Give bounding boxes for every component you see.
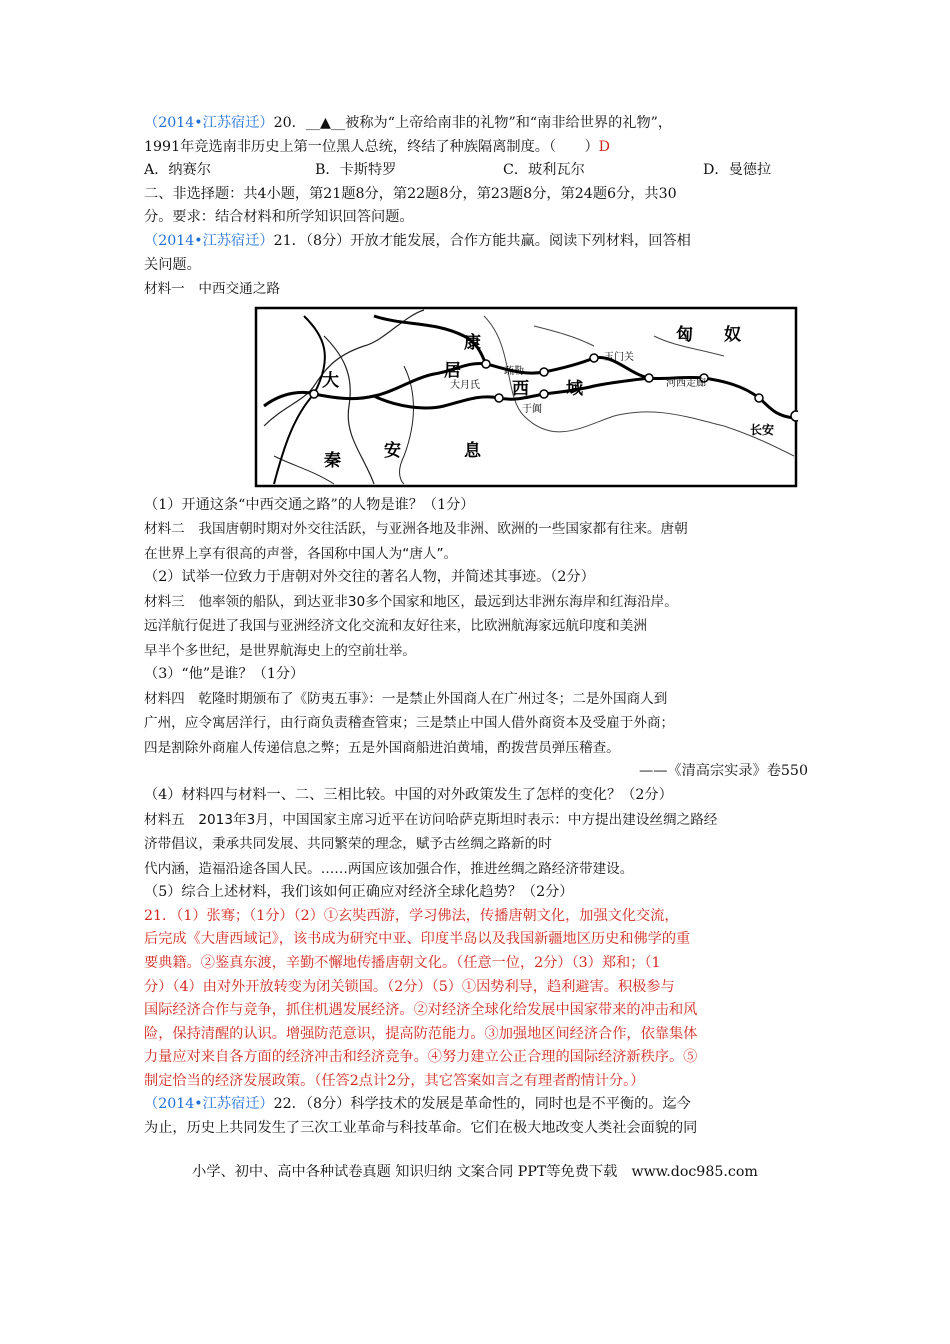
material5-line1: 材料五 2013年3月，中国国家主席习近平在访问哈萨克斯坦时表示：中方提出建设丝绸之路经 [144,811,718,828]
label-xiongnu-1: 匈 [676,324,693,345]
route-stop [645,374,653,382]
material4-source: ——《清高宗实录》卷550 [639,763,808,780]
label-yutian: 于阗 [522,403,542,415]
material2-line1: 材料二 我国唐朝时期对外交往活跃，与亚洲各地及非洲、欧洲的一些国家都有往来。唐朝 [144,521,688,538]
q20-option-d: D．曼德拉 [703,162,772,179]
q20-answer: D [598,138,611,155]
q21-answer-line7: 力量应对来自各方面的经济冲击和经济竞争。④努力建立公正合理的国际经济新秩序。⑤ [144,1049,698,1066]
q20-stem: 被称为“上帝给南非的礼物”和“南非给世界的礼物”， [345,115,673,131]
label-an: 安 [384,440,401,461]
route-stop [590,354,598,362]
q22-line2: 为止，历史上共同发生了三次工业革命与科技革命。它们在极大地改变人类社会面貌的同 [144,1120,698,1137]
label-yu: 域 [566,378,583,399]
q21-answer-line8: 制定恰当的经济发展政策。（任答2点计2分，其它答案如言之有理者酌情计分。） [144,1072,645,1089]
q22-stem: 22．（8分）科学技术的发展是革命性的，同时也是不平衡的。迄今 [273,1096,691,1113]
footer-download-note: 小学、初中、高中各种试卷真题 知识归纳 文案合同 PPT等免费下载 www.doc985.com [192,1164,758,1180]
q21-answer-line1: 21．（1）张骞；（1分）（2）①玄奘西游，学习佛法，传播唐朝文化，加强文化交流， [144,907,679,924]
label-xi2: 息 [464,440,481,461]
material3-line1: 材料三 他率领的船队，到达亚非30多个国家和地区，最远到达非洲东海岸和红海沿岸。 [144,593,678,610]
route-stop [482,360,490,368]
q21-answer-line6: 险，保持清醒的认识。增强防范意识，提高防范能力。③加强地区间经济合作，依靠集体 [144,1025,698,1042]
material5-line2: 济带倡议，秉承共同发展、共同繁荣的理念，赋予古丝绸之路新的时 [144,836,552,853]
label-dayuezhi: 大月氏 [450,379,480,391]
route-stop [310,390,318,398]
material4-line3: 四是割除外商雇人传递信息之弊；五是外国商船进泊黄埔，酌拨营员弹压稽查。 [144,739,620,756]
label-kang: 康 [464,332,481,353]
q21-sub2: （2）试举一位致力于唐朝对外交往的著名人物，并简述其事迹。（2分） [144,569,595,586]
label-xi: 西 [512,378,529,399]
material3-line2: 远洋航行促进了我国与亚洲经济文化交流和友好往来，比欧洲航海家远航印度和美洲 [144,618,647,635]
material4-line2: 广州，应令寓居洋行，由行商负责稽查管束；三是禁止中国人借外商资本及受雇于外商； [144,715,675,732]
q21-answer-line3: 要典籍。②鉴真东渡，辛勤不懈地传播唐朝文化。（任意一位，2分）（3）郑和；（1 [144,954,661,971]
q21-line2: 关问题。 [144,256,201,273]
material4-line1: 材料四 乾隆时期颁布了《防夷五事》：一是禁止外国商人在广州过冬；二是外国商人到 [144,690,668,707]
silk-road-map-svg [254,306,798,490]
document-body [144,112,812,1141]
q20-option-a: A．纳赛尔 [144,162,211,179]
label-yumenguan: 玉门关 [604,351,634,363]
q21-sub3: （3）“他”是谁？（1分） [144,666,305,683]
q20-options [144,159,812,183]
label-ju: 居 [444,360,461,381]
section2-line1: 二、非选择题：共4小题，第21题8分，第22题8分，第23题8分，第24题6分，共30 [144,185,677,202]
q20-line1 [144,112,812,136]
label-da: 大 [322,370,339,391]
route-stop [495,394,503,402]
q21-source: （2014•江苏宿迁） [144,232,274,249]
q21-line1 [144,230,812,254]
section2-line2: 分。要求：结合材料和所学知识回答问题。 [144,209,414,226]
material5-line3: 代内涵，造福沿途各国人民。……两国应该加强合作，推进丝绸之路经济带建设。 [144,860,634,877]
q21-answer-line5: 国际经济合作与竞争，抓住机遇发展经济。②对经济全球化给发展中国家带来的冲击和风 [144,1002,698,1019]
q20-option-c: C．玻利瓦尔 [503,162,585,179]
label-xiongnu-2: 奴 [724,324,741,345]
label-hexi: 河西走廊 [666,377,706,389]
route-stop [540,390,548,398]
q22-line1 [144,1093,812,1117]
silk-road-map [254,306,798,490]
q21-sub1: （1）开通这条“中西交通之路”的人物是谁？（1分） [144,496,475,513]
route-stop [755,394,763,402]
material3-line3: 早半个多世纪，是世界航海史上的空前壮举。 [144,642,416,659]
q20-stem-cont: 1991年竞选南非历史上第一位黑人总统，终结了种族隔离制度。（ ） [144,138,599,155]
changan-marker [791,411,798,421]
q21-sub5: （5）综合上述材料，我们该如何正确应对经济全球化趋势？（2分） [144,884,574,901]
q21-stem: 21．（8分）开放才能发展，合作方能共赢。阅读下列材料，回答相 [273,232,691,249]
q22-source: （2014•江苏宿迁） [144,1096,274,1113]
q20-number: 20． [273,115,306,131]
q20-source: （2014•江苏宿迁） [144,115,274,131]
q20-option-b: B．卡斯特罗 [315,162,397,179]
route-stop [540,368,548,376]
q20-line2 [144,136,812,160]
material2-line2: 在世界上享有很高的声誉，各国称中国人为“唐人”。 [144,545,458,562]
q21-sub4: （4）材料四与材料一、二、三相比较。中国的对外政策发生了怎样的变化？（2分） [144,787,673,804]
q20-blank: __▲__ [305,115,346,131]
label-shule: 疏勒 [504,365,524,377]
q21-answer-line2: 后完成《大唐西域记》，该书成为研究中亚、印度半岛以及我国新疆地区历史和佛学的重 [144,931,691,948]
q21-answer-line4: 分）（4）由对外开放转变为闭关锁国。（2分）（5）①因势利导，趋利避害。积极参与 [144,978,675,995]
material1-title: 材料一 中西交通之路 [144,281,280,298]
label-changan: 长安 [750,422,775,437]
label-qin: 秦 [324,450,341,471]
